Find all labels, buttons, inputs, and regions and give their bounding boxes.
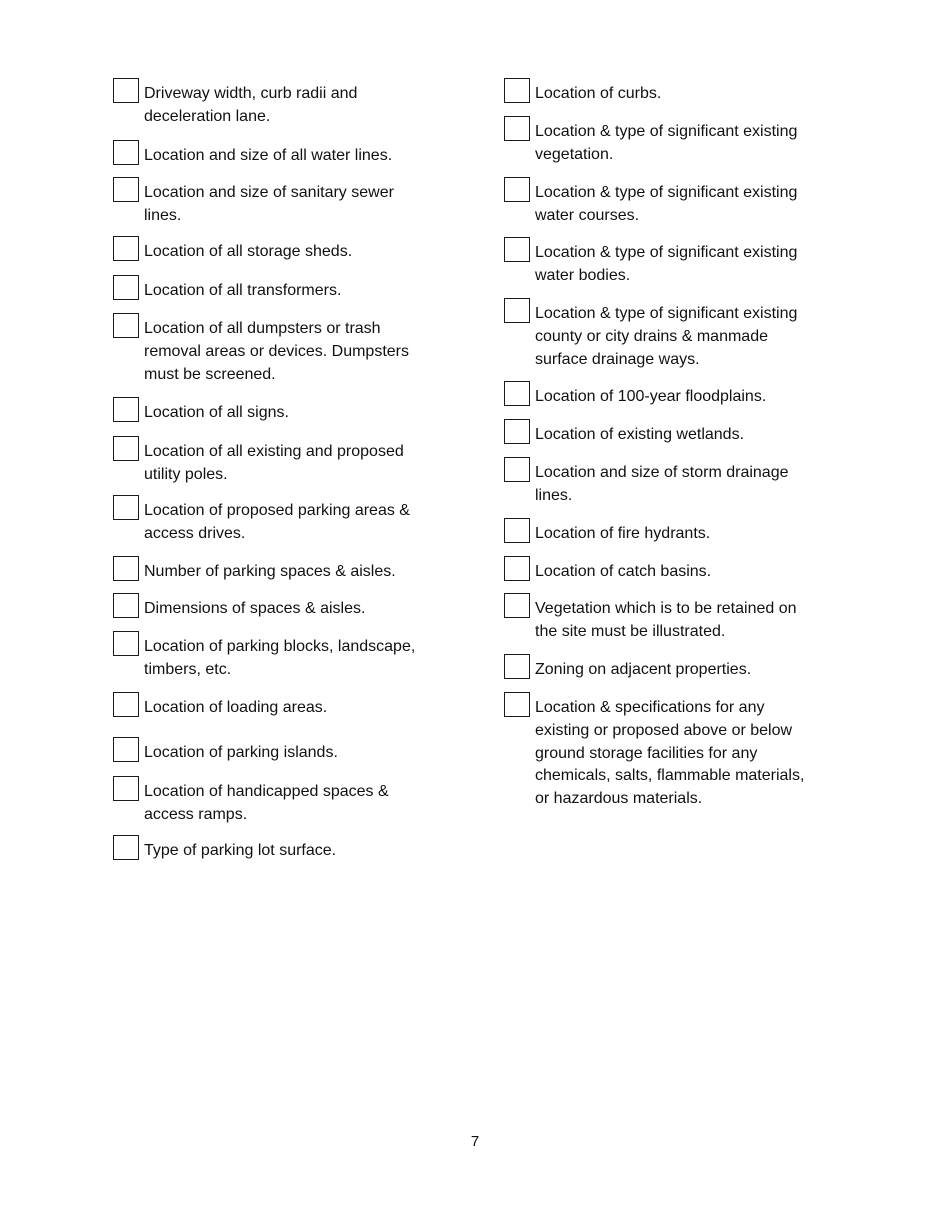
checklist-item-label: Location of catch basins. — [535, 563, 712, 580]
checklist-item-label: Location of parking islands. — [144, 744, 338, 761]
checklist-checkbox[interactable] — [113, 78, 139, 103]
checklist-item-label: Location of all transformers. — [144, 282, 342, 299]
checklist-item-label: Location & specifications for any existing or proposed above or below ground storage facilities for any chemicals, salts, flammable materials, or hazardous materials. — [535, 699, 805, 808]
checklist-checkbox[interactable] — [504, 78, 530, 103]
checklist-item-label: Type of parking lot surface. — [144, 842, 337, 859]
checklist-item-label: Zoning on adjacent properties. — [535, 661, 752, 678]
page-number: 7 — [470, 1133, 480, 1150]
checklist-checkbox[interactable] — [113, 177, 139, 202]
checklist-checkbox[interactable] — [504, 593, 530, 618]
checklist-item-label: Location and size of all water lines. — [144, 147, 393, 164]
checklist-item-label: Location of proposed parking areas & access drives. — [144, 502, 410, 542]
checklist-item-label: Location of parking blocks, landscape, timbers, etc. — [144, 638, 416, 678]
checklist-checkbox[interactable] — [113, 593, 139, 618]
checklist-checkbox[interactable] — [504, 556, 530, 581]
checklist-item-label: Location and size of storm drainage lines. — [535, 464, 789, 504]
checklist-item-label: Location of all storage sheds. — [144, 243, 353, 260]
checklist-item-label: Location of 100-year floodplains. — [535, 388, 767, 405]
checklist-checkbox[interactable] — [504, 177, 530, 202]
checklist-checkbox[interactable] — [504, 419, 530, 444]
checklist-checkbox[interactable] — [504, 116, 530, 141]
checklist-checkbox[interactable] — [504, 237, 530, 262]
checklist-item-label: Driveway width, curb radii and deceleration lane. — [144, 85, 358, 125]
checklist-checkbox[interactable] — [113, 275, 139, 300]
checklist-checkbox[interactable] — [504, 692, 530, 717]
checklist-item-label: Location and size of sanitary sewer lines. — [144, 184, 394, 224]
checklist-checkbox[interactable] — [113, 631, 139, 656]
checklist-item-label: Location of existing wetlands. — [535, 426, 745, 443]
checklist-item-label: Dimensions of spaces & aisles. — [144, 600, 366, 617]
checklist-checkbox[interactable] — [113, 397, 139, 422]
checklist-checkbox[interactable] — [504, 654, 530, 679]
checklist-checkbox[interactable] — [113, 776, 139, 801]
checklist-checkbox[interactable] — [113, 140, 139, 165]
checklist-item-label: Location of all existing and proposed utility poles. — [144, 443, 404, 483]
checklist-item-label: Location of all signs. — [144, 404, 289, 421]
checklist-checkbox[interactable] — [113, 835, 139, 860]
checklist-checkbox[interactable] — [113, 236, 139, 261]
checklist-item-label: Location & type of significant existing vegetation. — [535, 123, 798, 163]
checklist-checkbox[interactable] — [113, 692, 139, 717]
checklist-item-label: Location of curbs. — [535, 85, 662, 102]
checklist-item-label: Location of all dumpsters or trash removal areas or devices. Dumpsters must be screened. — [144, 320, 409, 383]
checklist-item-label: Location of handicapped spaces & access ramps. — [144, 783, 389, 823]
checklist-item-label: Location of loading areas. — [144, 699, 328, 716]
checklist-checkbox[interactable] — [113, 313, 139, 338]
checklist-item-label: Number of parking spaces & aisles. — [144, 563, 396, 580]
checklist-checkbox[interactable] — [113, 495, 139, 520]
checklist-checkbox[interactable] — [113, 436, 139, 461]
checklist-item-label: Location of fire hydrants. — [535, 525, 711, 542]
checklist-item-label: Location & type of significant existing county or city drains & manmade surface drainage ways. — [535, 305, 798, 368]
checklist-checkbox[interactable] — [113, 737, 139, 762]
checklist-checkbox[interactable] — [504, 457, 530, 482]
checklist-item-label: Location & type of significant existing water courses. — [535, 184, 798, 224]
checklist-checkbox[interactable] — [504, 518, 530, 543]
checklist-item-label: Location & type of significant existing water bodies. — [535, 244, 798, 284]
checklist-checkbox[interactable] — [504, 298, 530, 323]
checklist-checkbox[interactable] — [113, 556, 139, 581]
checklist-item-label: Vegetation which is to be retained on the site must be illustrated. — [535, 600, 797, 640]
checklist-checkbox[interactable] — [504, 381, 530, 406]
